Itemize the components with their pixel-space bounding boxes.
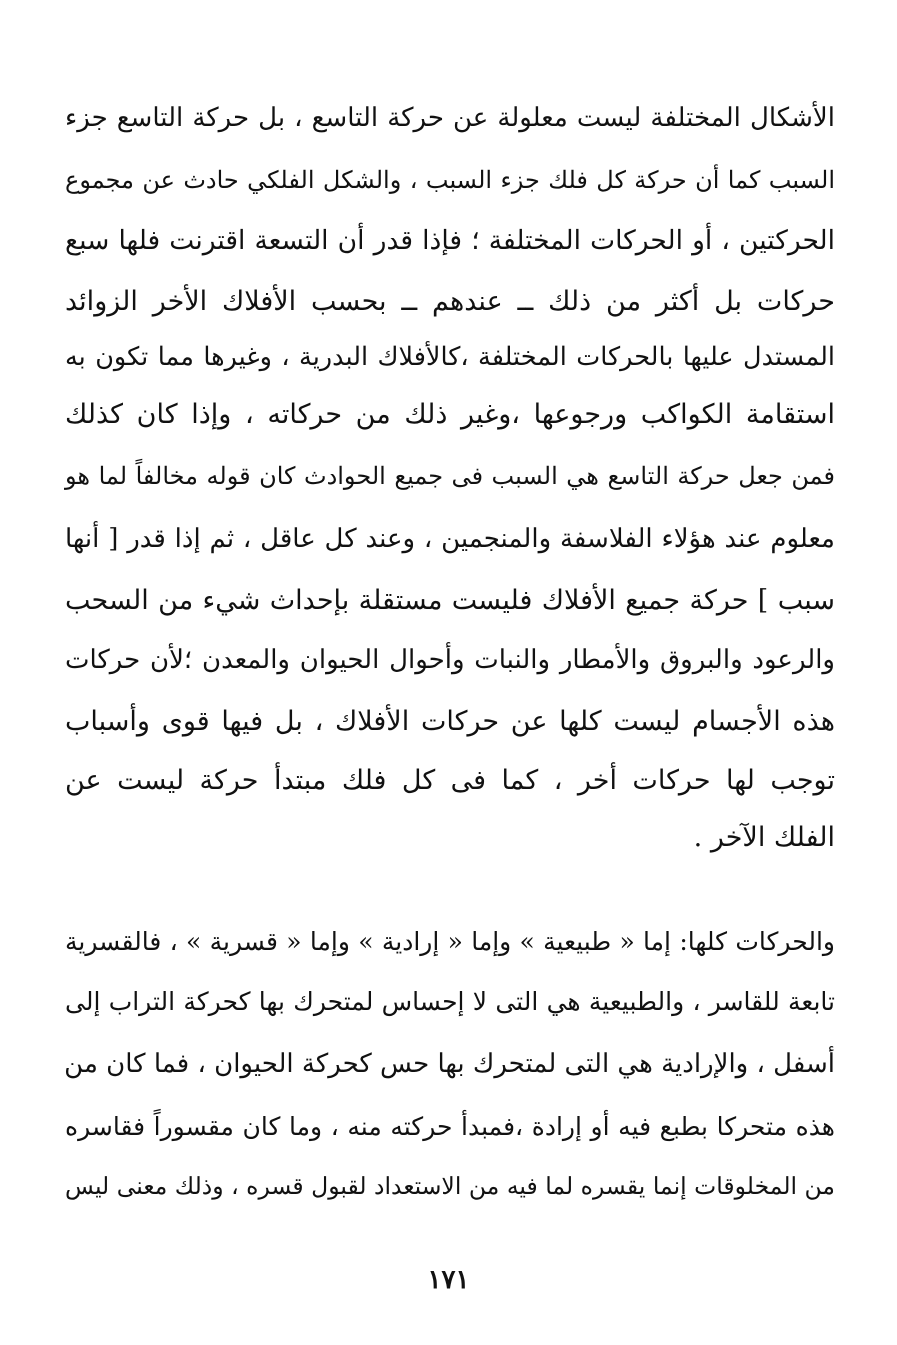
paragraph-1-line-1: الأشكال المختلفة ليست معلولة عن حركة التاسع ، بل حركة التاسع جزء [65, 103, 835, 133]
paragraph-1-line-10: والرعود والبروق والأمطار والنبات وأحوال الحيوان والمعدن ؛لأن حركات [65, 645, 835, 675]
paragraph-1-line-5: المستدل عليها بالحركات المختلفة ،كالأفلاك البدرية ، وغيرها مما تكون به [65, 342, 835, 372]
paragraph-2-line-5: من المخلوقات إنما يقسره لما فيه من الاستعداد لقبول قسره ، وذلك معنى ليس [65, 1172, 835, 1200]
paragraph-1-line-12: توجب لها حركات أخر ، كما فى كل فلك مبتدأ حركة ليست عن [65, 765, 835, 796]
paragraph-2-line-2: تابعة للقاسر ، والطبيعية هي التى لا إحساس لمتحرك بها كحركة التراب إلى [65, 987, 835, 1016]
paragraph-1-line-6: استقامة الكواكب ورجوعها ،وغير ذلك من حركاته ، وإذا كان كذلك [65, 399, 835, 430]
paragraph-1-line-11: هذه الأجسام ليست كلها عن حركات الأفلاك ، بل فيها قوى وأسباب [65, 706, 835, 737]
paragraph-1-line-4: حركات بل أكثر من ذلك ــ عندهم ــ بحسب الأفلاك الأخر الزوائد [65, 286, 835, 317]
page-number: ١٧١ [427, 1265, 470, 1295]
paragraph-2-line-1: والحركات كلها: إما « طبيعية » وإما « إرادية » وإما « قسرية » ، فالقسرية [65, 927, 835, 956]
paragraph-1-line-7: فمن جعل حركة التاسع هي السبب فى جميع الحوادث كان قوله مخالفاً لما هو [65, 462, 835, 490]
paragraph-1-line-9: سبب ] حركة جميع الأفلاك فليست مستقلة بإحداث شيء من السحب [65, 585, 835, 616]
paragraph-2-line-3: أسفل ، والإرادية هي التى لمتحرك بها حس كحركة الحيوان ، فما كان من [64, 1049, 835, 1079]
paragraph-2-line-4: هذه متحركا بطبع فيه أو إرادة ،فمبدأ حركته منه ، وما كان مقسوراً فقاسره [65, 1112, 835, 1141]
paragraph-1-line-2: السبب كما أن حركة كل فلك جزء السبب ، والشكل الفلكي حادث عن مجموع [65, 166, 835, 194]
paragraph-1-line-8: معلوم عند هؤلاء الفلاسفة والمنجمين ، وعند كل عاقل ، ثم إذا قدر [ أنها [65, 524, 835, 554]
paragraph-1-line-13: الفلك الآخر . [693, 822, 835, 853]
paragraph-1-line-3: الحركتين ، أو الحركات المختلفة ؛ فإذا قدر أن التسعة اقترنت فلها سبع [65, 225, 835, 256]
